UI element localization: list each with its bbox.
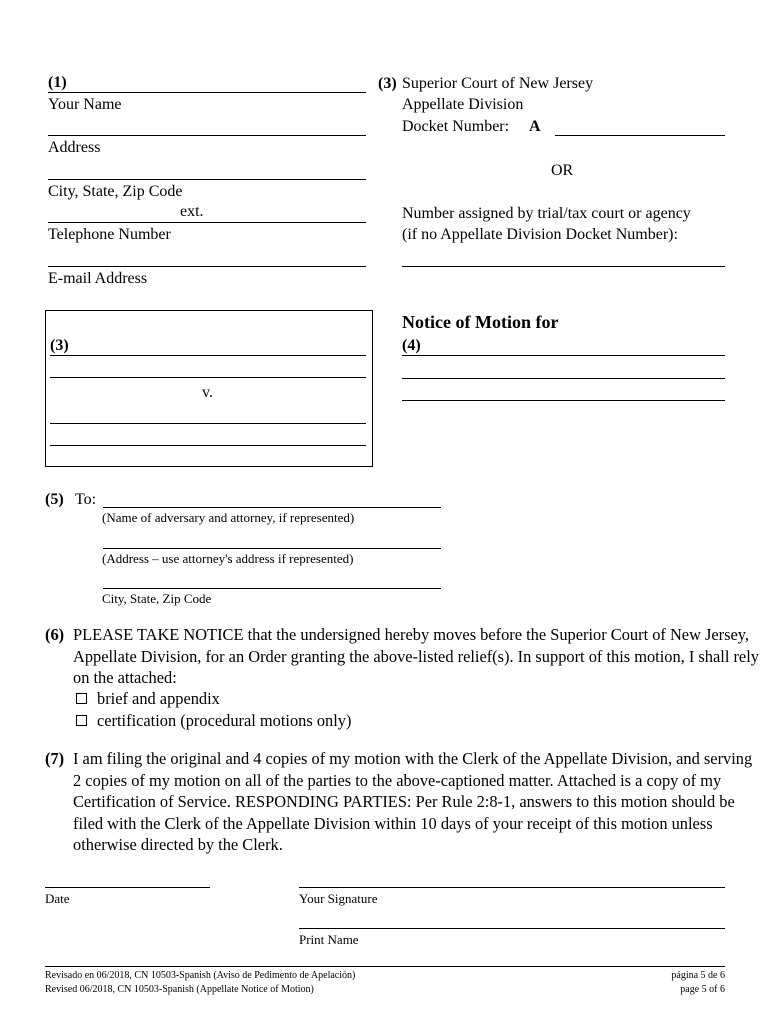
versus-text: v. xyxy=(202,384,213,401)
notice-number: (6) xyxy=(45,625,65,644)
court-name: Superior Court of New Jersey xyxy=(402,75,594,92)
party-number: (1) xyxy=(48,74,67,91)
name-label: Your Name xyxy=(48,96,122,113)
footer-page-es: página 5 de 6 xyxy=(671,970,725,981)
checkbox-icon[interactable] xyxy=(76,693,87,704)
court-division: Appellate Division xyxy=(402,96,524,113)
print-name-line[interactable] xyxy=(299,928,725,929)
option-label: certification (procedural motions only) xyxy=(97,711,352,730)
print-name-label: Print Name xyxy=(299,932,359,947)
footer-revision-es: Revisado en 06/2018, CN 10503-Spanish (Aviso de Pedimento de Apelación) xyxy=(45,970,356,981)
address-label: Address xyxy=(48,139,101,156)
option-label: brief and appendix xyxy=(97,689,220,708)
caption-line-4[interactable] xyxy=(50,445,366,446)
filing-text: I am filing the original and 4 copies of my motion with the Clerk of the Appellate Division, and serving 2 copies of my motion on all of the parties to the above-captioned matter. Attached is a copy of my Certification of Service. RESPONDING PARTIES: Per Rule 2:8-1, answers to this motion should be filed with the Clerk of the Appellate Division within 10 days of your receipt of this motion unless otherwise directed by the Clerk. xyxy=(73,749,753,854)
alt-number-line[interactable] xyxy=(402,266,725,267)
adversary-name-hint: (Name of adversary and attorney, if represented) xyxy=(102,510,355,525)
filing-number: (7) xyxy=(45,749,65,768)
date-label: Date xyxy=(45,891,70,906)
city-label: City, State, Zip Code xyxy=(48,183,183,200)
motion-title: Notice of Motion for xyxy=(402,312,559,332)
motion-line-1[interactable] xyxy=(402,355,725,356)
signature-label: Your Signature xyxy=(299,891,378,906)
signature-line[interactable] xyxy=(299,887,725,888)
to-label: To: xyxy=(75,491,97,508)
to-number: (5) xyxy=(45,491,64,508)
adversary-city-line[interactable] xyxy=(103,588,441,589)
adversary-city-hint: City, State, Zip Code xyxy=(102,591,212,606)
name-line[interactable] xyxy=(48,92,366,93)
docket-number-line[interactable] xyxy=(555,135,725,136)
motion-line-2[interactable] xyxy=(402,378,725,379)
telephone-line[interactable] xyxy=(48,222,366,223)
ext-label: ext. xyxy=(180,203,204,220)
caption-line-1[interactable] xyxy=(50,355,366,356)
notice-paragraph xyxy=(45,624,765,694)
filing-paragraph xyxy=(45,748,765,858)
adversary-name-line[interactable] xyxy=(103,507,441,508)
footer-revision-en: Revised 06/2018, CN 10503-Spanish (Appellate Notice of Motion) xyxy=(45,984,314,995)
telephone-label: Telephone Number xyxy=(48,226,171,243)
email-line[interactable] xyxy=(48,266,366,267)
adversary-address-line[interactable] xyxy=(103,548,441,549)
caption-line-3[interactable] xyxy=(50,423,366,424)
footer-page-en: page 5 of 6 xyxy=(680,984,725,995)
motion-line-3[interactable] xyxy=(402,400,725,401)
option-brief-appendix[interactable] xyxy=(76,689,220,709)
date-line[interactable] xyxy=(45,887,210,888)
caption-number: (3) xyxy=(50,337,69,354)
court-number: (3) xyxy=(378,75,397,92)
docket-prefix: A xyxy=(529,118,541,135)
option-certification[interactable] xyxy=(76,711,351,731)
notice-text: PLEASE TAKE NOTICE that the undersigned hereby moves before the Superior Court of New Jersey, Appellate Division, for an Order granting the above-listed relief(s). In support of this motion, I shall rely on the attached: xyxy=(73,625,759,687)
alt-number-note: (if no Appellate Division Docket Number): xyxy=(402,226,678,243)
docket-label: Docket Number: xyxy=(402,118,510,135)
footer-divider xyxy=(45,966,725,967)
email-label: E-mail Address xyxy=(48,270,148,287)
address-line[interactable] xyxy=(48,135,366,136)
adversary-address-hint: (Address – use attorney's address if represented) xyxy=(102,551,354,566)
alt-number-label: Number assigned by trial/tax court or agency xyxy=(402,205,691,222)
motion-number: (4) xyxy=(402,337,421,354)
caption-line-2[interactable] xyxy=(50,377,366,378)
or-text: OR xyxy=(551,162,574,179)
checkbox-icon[interactable] xyxy=(76,715,87,726)
city-line[interactable] xyxy=(48,179,366,180)
